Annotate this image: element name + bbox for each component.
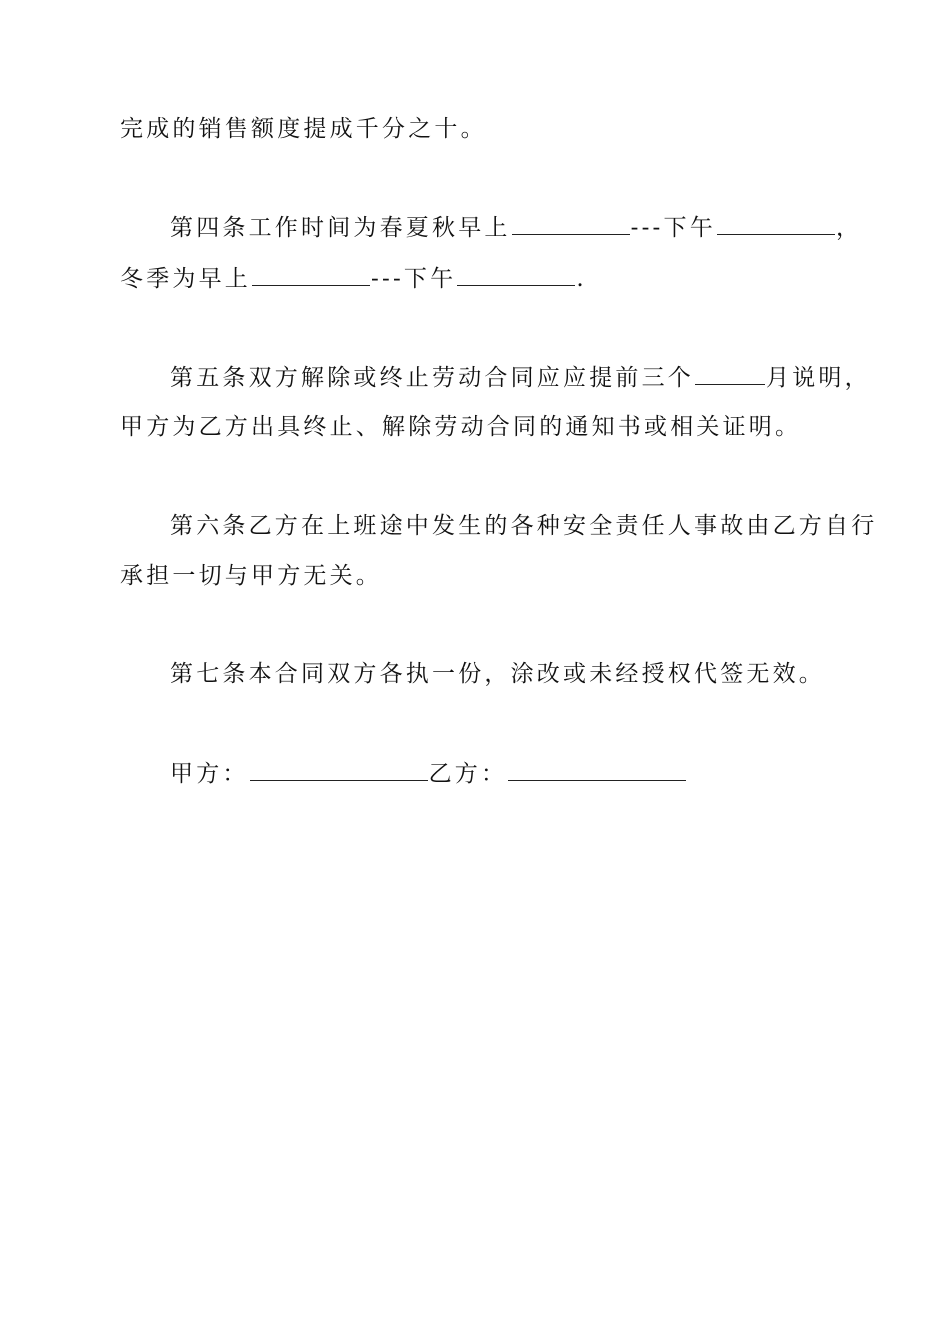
party-a-label: 甲方：: [170, 761, 249, 787]
article-5-text-b: 月说明，: [766, 365, 871, 391]
article-4-text-a: 第四条工作时间为春夏秋早上: [170, 215, 511, 241]
party-b-label: 乙方：: [428, 761, 508, 787]
summer-end-time-blank[interactable]: [717, 212, 835, 235]
article-4-text-d: 冬季为早上: [120, 266, 251, 292]
notice-months-blank[interactable]: [695, 362, 765, 385]
article-5-line-1: [170, 362, 871, 393]
article-4-text-c: ，: [835, 215, 863, 241]
article-4-line-2: [120, 263, 587, 294]
signature-line: [170, 758, 687, 789]
article-4-text-f: .: [576, 266, 587, 292]
article-4-text-e: ---下午: [371, 266, 457, 292]
article-5-line-2: 甲方为乙方出具终止、解除劳动合同的通知书或相关证明。: [120, 414, 802, 440]
article-5-text-a: 第五条双方解除或终止劳动合同应应提前三个: [170, 365, 694, 391]
summer-start-time-blank[interactable]: [512, 212, 630, 235]
article-7-line-1: 第七条本合同双方各执一份，涂改或未经授权代签无效。: [170, 661, 825, 687]
article-6-line-1: 第六条乙方在上班途中发生的各种安全责任人事故由乙方自行: [170, 513, 878, 539]
continuation-line: 完成的销售额度提成千分之十。: [120, 116, 487, 142]
article-4-line-1: [170, 212, 862, 243]
article-6-line-2: 承担一切与甲方无关。: [120, 563, 382, 589]
winter-end-time-blank[interactable]: [457, 263, 575, 286]
winter-start-time-blank[interactable]: [252, 263, 370, 286]
party-a-signature-blank[interactable]: [250, 758, 428, 781]
article-4-text-b: ---下午: [630, 215, 716, 241]
party-b-signature-blank[interactable]: [508, 758, 686, 781]
